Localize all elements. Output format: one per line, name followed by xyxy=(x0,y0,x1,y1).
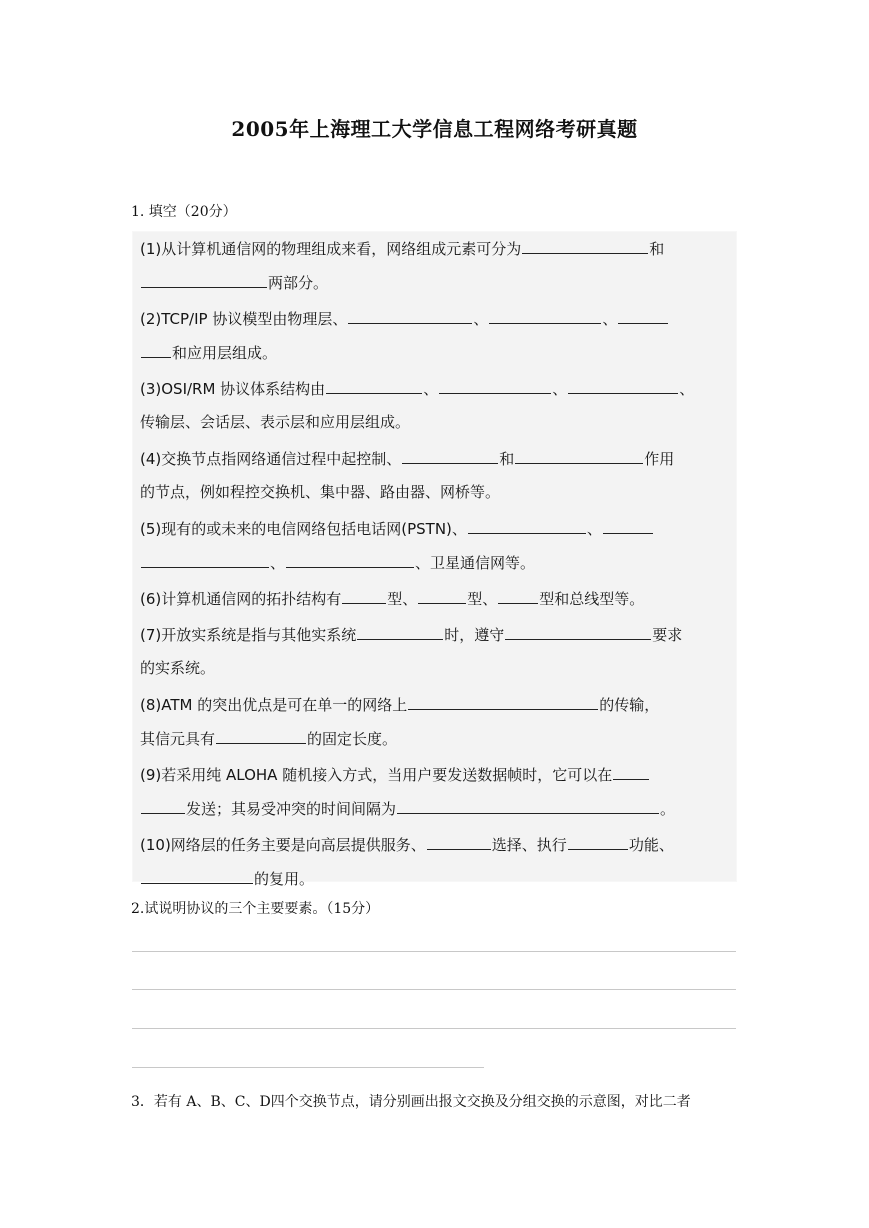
item-3-text-d: 、 xyxy=(679,380,695,398)
blank xyxy=(418,585,466,604)
answer-line xyxy=(132,1067,484,1068)
item-4-text-c: 作用 xyxy=(644,450,675,468)
item-4-text-b: 和 xyxy=(499,450,515,468)
item-7-text-b: 时，遵守 xyxy=(444,626,505,644)
item-10-text-c: 功能、 xyxy=(628,836,674,854)
fill-item-3 xyxy=(132,373,737,443)
item-1-text-b: 和 xyxy=(649,240,665,258)
blank xyxy=(427,831,491,850)
item-5-text-a: (5)现有的或未来的电信网络包括电话网(PSTN)、 xyxy=(140,520,467,538)
item-6-text-c: 型、 xyxy=(467,590,498,608)
item-8-text-b: 的传输， xyxy=(599,696,660,714)
blank xyxy=(515,445,643,464)
item-7-text-a: (7)开放实系统是指与其他实系统 xyxy=(140,626,357,644)
item-2-text-a: (2)TCP/IP 协议模型由物理层、 xyxy=(140,310,348,328)
item-9-text-b: 发送；其易受冲突的时间间隔为 xyxy=(186,800,397,818)
fill-item-10 xyxy=(132,829,737,899)
blank xyxy=(522,235,648,254)
blank xyxy=(505,621,651,640)
item-4-text-a: (4)交换节点指网络通信过程中起控制、 xyxy=(140,450,402,468)
blank xyxy=(141,269,267,288)
item-6-text-d: 型和总线型等。 xyxy=(539,590,645,608)
item-8-text-a: (8)ATM 的突出优点是可在单一的网络上 xyxy=(140,696,408,714)
blank xyxy=(439,375,551,394)
item-9-text-c: 。 xyxy=(660,800,676,818)
answer-line xyxy=(132,951,736,952)
item-6-text-b: 型、 xyxy=(387,590,418,608)
item-1-text-c: 两部分。 xyxy=(268,274,329,292)
answer-line xyxy=(132,989,736,990)
fill-item-4 xyxy=(132,443,737,513)
scanned-fill-in-section xyxy=(132,231,737,888)
blank xyxy=(489,305,601,324)
blank xyxy=(402,445,498,464)
fill-item-2 xyxy=(132,303,737,373)
fill-item-8 xyxy=(132,689,737,759)
item-5-text-d: 、卫星通信网等。 xyxy=(415,554,536,572)
item-7-text-d: 的实系统。 xyxy=(140,659,216,677)
item-2-text-c: 、 xyxy=(602,310,618,328)
blank xyxy=(141,795,185,814)
item-7-text-c: 要求 xyxy=(652,626,683,644)
blank xyxy=(326,375,422,394)
item-5-text-c: 、 xyxy=(270,554,286,572)
item-8-text-c: 其信元具有 xyxy=(140,730,216,748)
blank xyxy=(603,515,653,534)
item-9-text-a: (9)若采用纯 ALOHA 随机接入方式，当用户要发送数据帧时，它可以在 xyxy=(140,766,613,784)
item-6-text-a: (6)计算机通信网的拓扑结构有 xyxy=(140,590,342,608)
item-3-text-b: 、 xyxy=(423,380,439,398)
blank xyxy=(568,375,678,394)
item-3-text-e: 传输层、会话层、表示层和应用层组成。 xyxy=(140,413,411,431)
fill-item-6 xyxy=(132,583,737,617)
item-5-text-b: 、 xyxy=(586,520,602,538)
item-10-text-a: (10)网络层的任务主要是向高层提供服务、 xyxy=(140,836,426,854)
blank xyxy=(618,305,668,324)
blank xyxy=(216,725,306,744)
blank xyxy=(141,549,269,568)
answer-line xyxy=(132,1028,736,1029)
blank xyxy=(357,621,443,640)
item-2-text-b: 、 xyxy=(473,310,489,328)
fill-item-7 xyxy=(132,619,737,689)
item-2-text-d: 和应用层组成。 xyxy=(172,344,278,362)
item-3-text-a: (3)OSI/RM 协议体系结构由 xyxy=(140,380,326,398)
blank xyxy=(408,691,598,710)
blank xyxy=(342,585,386,604)
fill-item-9 xyxy=(132,759,737,829)
blank xyxy=(286,549,414,568)
blank xyxy=(568,831,628,850)
question-1-heading: 1. 填空（20分） xyxy=(131,204,237,220)
item-1-text-a: (1)从计算机通信网的物理组成来看，网络组成元素可分为 xyxy=(140,240,522,258)
blank xyxy=(613,761,649,780)
blank xyxy=(141,865,253,884)
page-title: 2005年上海理工大学信息工程网络考研真题 xyxy=(231,117,638,141)
fill-item-1 xyxy=(132,233,737,303)
blank xyxy=(498,585,538,604)
fill-item-5 xyxy=(132,513,737,583)
blank xyxy=(141,339,171,358)
item-3-text-c: 、 xyxy=(552,380,568,398)
item-4-text-d: 的节点，例如程控交换机、集中器、路由器、网桥等。 xyxy=(140,483,501,501)
question-3-text: 3．若有 A、B、C、D四个交换节点，请分别画出报文交换及分组交换的示意图，对比二者 xyxy=(131,1094,691,1110)
item-10-text-b: 选择、执行 xyxy=(491,836,567,854)
item-8-text-d: 的固定长度。 xyxy=(307,730,398,748)
blank xyxy=(397,795,659,814)
question-2-heading: 2.试说明协议的三个主要要素。（15分） xyxy=(131,901,380,917)
item-10-text-d: 的复用。 xyxy=(254,870,315,888)
blank xyxy=(468,515,586,534)
blank xyxy=(348,305,472,324)
